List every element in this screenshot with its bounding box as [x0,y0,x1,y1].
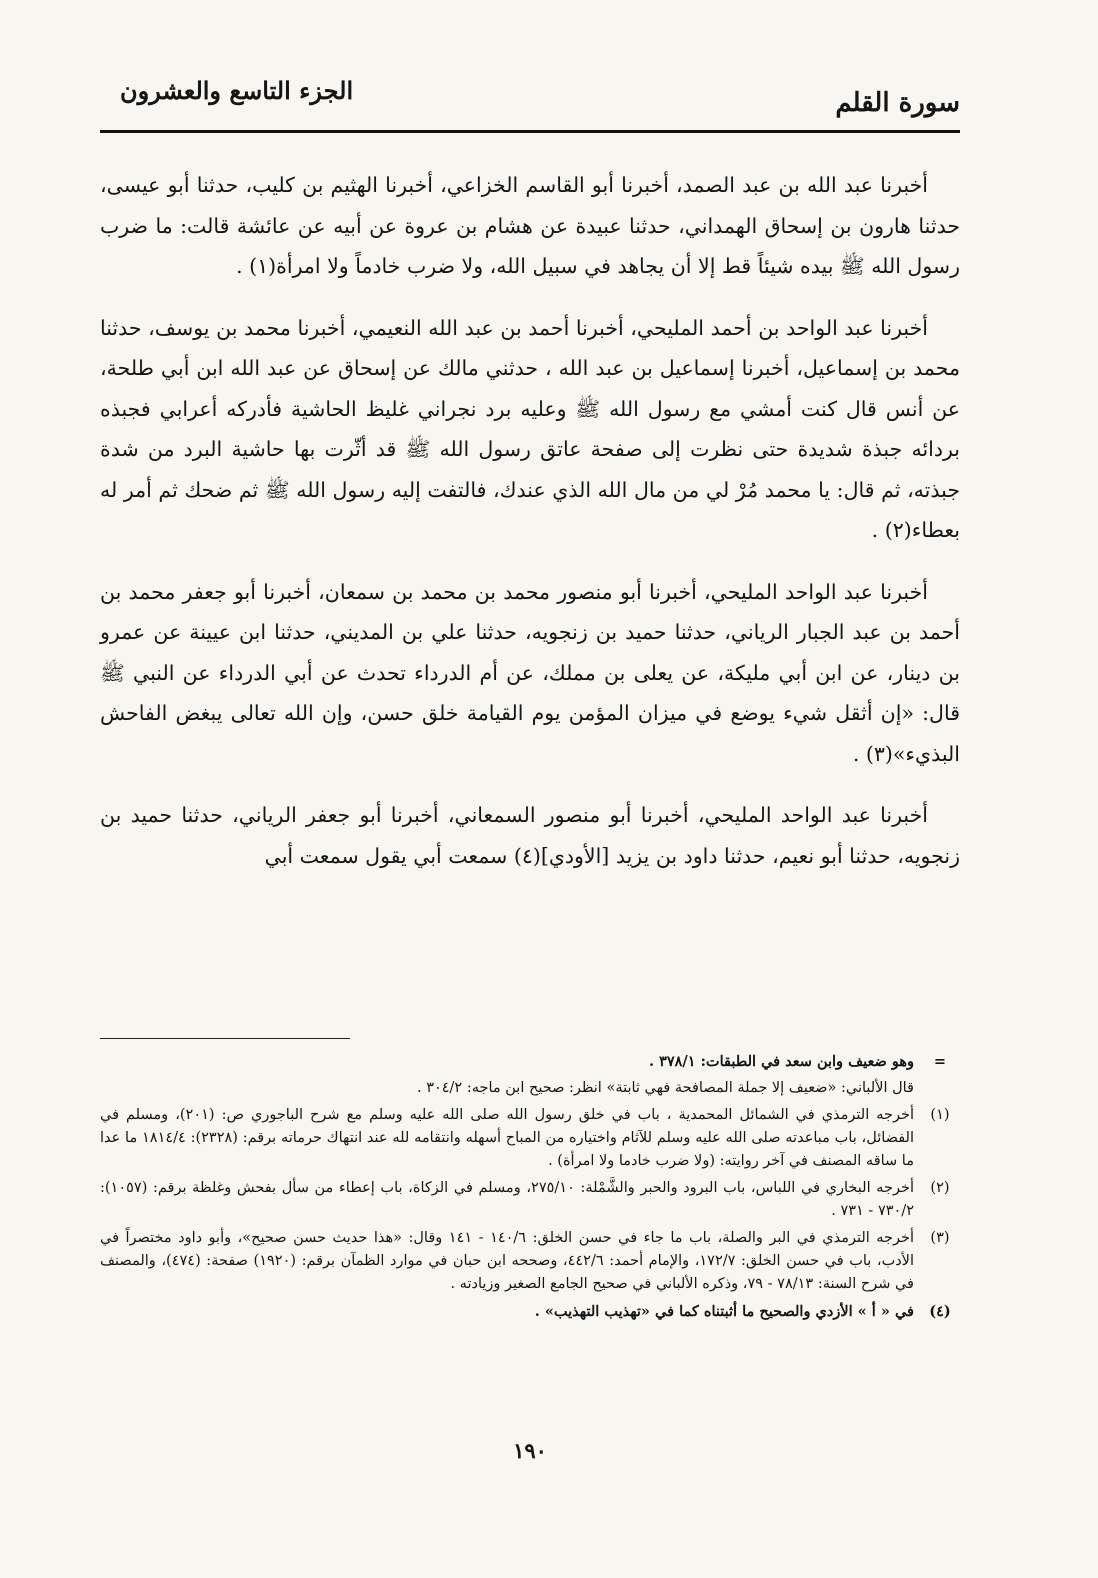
footnote-continued [100,1077,960,1100]
footnote-3 [100,1227,960,1296]
page-number: ١٩٠ [513,1438,547,1463]
footnote-continued [100,1050,960,1073]
surah-title: سورة القلم [835,88,960,118]
paragraph-3: أخبرنا عبد الواحد المليحي، أخبرنا أبو منصور محمد بن محمد بن سمعان، أخبرنا أبو جعفر محمد بن أحمد بن عبد الجبار الرياني، حدثنا حميد بن زنجويه، حدثنا علي بن المديني، حدثنا ابن عيينة عن عمرو بن دينار، عن ابن أبي مليكة، عن يعلى بن مملك، عن أم الدرداء تحدث عن أبي الدرداء عن النبي ﷺ قال: «إن أثقل شيء يوضع في ميزان المؤمن يوم القيامة خلق حسن، وإن الله تعالى يبغض الفاحش البذيء»(٣) . [100,579,960,766]
footnote-text: أخرجه الترمذي في البر والصلة، باب ما جاء في حسن الخلق: ١٤٠/٦ - ١٤١ وقال: «هذا حديث حسن صحيح»، وأبو داود مختصراً في الأدب، باب في حسن الخلق: ١٧٢/٧، والإمام أحمد: ٤٤٢/٦، وصححه ابن حبان في موارد الظمآن برقم: (١٩٢٠) صفحة: (٤٧٤)، والمصنف في شرح السنة: ٧٨/١٣ - ٧٩، وذكره الألباني في صحيح الجامع الصغير وزيادته . [100,1230,915,1292]
paragraph-4: أخبرنا عبد الواحد المليحي، أخبرنا أبو منصور السمعاني، أخبرنا أبو جعفر الرياني، حدثنا حميد بن زنجويه، حدثنا أبو نعيم، حدثنا داود بن يزيد [الأودي](٤) سمعت أبي يقول سمعت أبي [100,803,960,868]
running-header [100,70,960,120]
footnote-text: قال الألباني: «ضعيف إلا جملة المصافحة فهي ثابتة» انظر: صحيح ابن ماجه: ٣٠٤/٢ . [416,1080,914,1096]
header-rule [100,130,960,133]
main-text [100,165,960,897]
footnote-1 [100,1104,960,1173]
footnote-text: وهو ضعيف وابن سعد في الطبقات: ٣٧٨/١ . [648,1053,914,1070]
footnotes [100,1050,960,1327]
juz-title: الجزء التاسع والعشرون [120,76,354,105]
footnote-text: في « أ » الأزدي والصحيح ما أثبتناه كما في «تهذيب التهذيب» . [534,1303,914,1320]
paragraph-1: أخبرنا عبد الله بن عبد الصمد، أخبرنا أبو القاسم الخزاعي، أخبرنا الهثيم بن كليب، حدثنا أبو عيسى، حدثنا هارون بن إسحاق الهمداني، حدثنا عبيدة عن هشام بن عروة عن أبيه عن عائشة قالت: ما ضرب رسول الله ﷺ بيده شيئاً قط إلا أن يجاهد في سبيل الله، ولا ضرب خادماً ولا امرأة(١) . [100,173,960,278]
footnote-text: أخرجه البخاري في اللباس، باب البرود والحبر والشَّمْلة: ٢٧٥/١٠، ومسلم في الزكاة، باب إعطاء من سأل بفحش وغلظة برقم: (١٠٥٧): ٧٣٠/٢ - ٧٣١ . [100,1180,914,1219]
footnote-separator [100,1038,350,1039]
footnote-mark: (٤) [929,1303,951,1320]
footnote-mark: (١) [930,1107,950,1123]
footnote-mark: (٢) [930,1180,950,1196]
footnote-text: أخرجه الترمذي في الشمائل المحمدية ، باب في خلق رسول الله صلى الله عليه وسلم مع شرح الباجوري ص: (٢٠١)، ومسلم في الفضائل، باب مباعدته صلى الله عليه وسلم للآثام واختياره من المباح أسهله وانتقامه لله عند انتهاك حرماته برقم: (٢٣٢٨): ١٨١٤/٤ ما عدا ما ساقه المصنف في آخر روايته: (ولا ضرب خادما ولا امرأة) . [100,1107,915,1169]
paragraph-2: أخبرنا عبد الواحد بن أحمد المليحي، أخبرنا أحمد بن عبد الله النعيمي، أخبرنا محمد بن يوسف، حدثنا محمد بن إسماعيل، أخبرنا إسماعيل بن عبد الله ، حدثني مالك عن إسحاق عن عبد الله ابن أبي طلحة، عن أنس قال كنت أمشي مع رسول الله ﷺ وعليه برد نجراني غليظ الحاشية فأدركه أعرابي فجبذه بردائه جبذة شديدة حتى نظرت إلى صفحة عاتق رسول الله ﷺ قد أثّرت بها حاشية البرد من شدة جبذته، ثم قال: يا محمد مُرْ لي من مال الله الذي عندك، فالتفت إليه رسول الله ﷺ ثم ضحك ثم أمر له بعطاء(٢) . [100,315,960,542]
footnote-4 [100,1300,960,1323]
footnote-mark: (٣) [930,1230,950,1246]
book-page [100,60,960,1540]
footnote-2 [100,1177,960,1223]
footnote-mark: = [933,1053,947,1070]
